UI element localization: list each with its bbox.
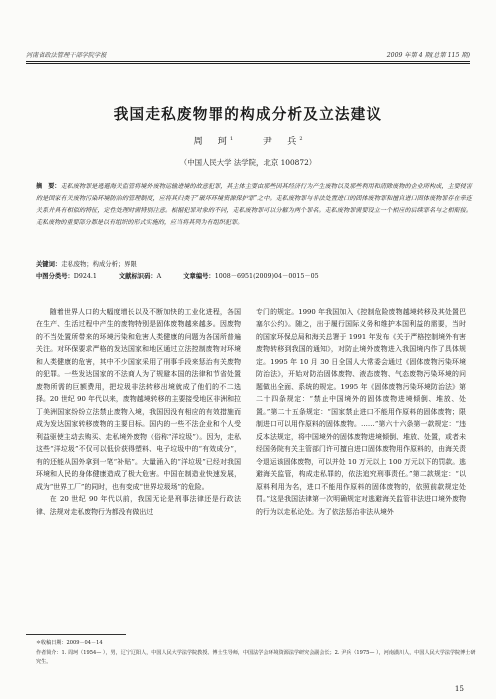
keywords-text: 走私废物；构成分析；界限 bbox=[61, 261, 137, 268]
abstract bbox=[36, 181, 472, 229]
author-bio: 作者简介：1. 周珂（1954— ），男，辽宁辽阳人，中国人民大学法学院教授、博士生导师，中国法学会环境资源法学研究会副会长；2. 尹兵（1975— ），河南潢川人，中国人民大学法学院博士研究生。 bbox=[36, 649, 476, 666]
authors bbox=[26, 133, 470, 147]
abstract-label: 摘 要： bbox=[36, 183, 61, 190]
paragraph: 专门的规定。1990 年我国加入《控制危险废物越境转移及其处置巴塞尔公约》。随之，出于履行国际义务和维护本国利益的需要，当时的国家环保总局和海关总署于 1991 年发布《关于严格控制境外有害废物转移到我国的通知》，对防止境外废物进入我国境内作了具体规定。1995 年 10 月 30 日全国人大常委会通过《固体废物污染环境防治法》，开始对防治固体废物、液态废物、气态废物污染环境的问题做出全面、系统的规定。1995 年《固体废物污染环境防治法》第二十四条规定：“禁止中国境外的固体废物进境倾倒、堆放、处置。”第二十五条规定：“国家禁止进口不能用作原料的固体废物；限制进口可以用作原料的固体废物。……”第六十六条第一款规定：“违反本法规定，将中国境外的固体废物进境倾倒、堆放、处置，或者未经国务院有关主管部门许可擅自进口固体废物用作原料的，由海关责令退运该固体废物，可以并处 10 万元以上 100 万元以下的罚款。逃避海关监管，构成走私罪的，依法追究刑事责任。”第二款规定：“以原料利用为名，进口不能用作原料的固体废物的，依照前款规定处罚。”这是我国法律第一次明确规定对逃避海关监管非法进口境外废物的行为以走私论处。为了依法惩治非法从境外 bbox=[256, 308, 466, 516]
keywords-label: 关键词： bbox=[36, 261, 62, 268]
footnote bbox=[36, 639, 476, 668]
doc-code-label: 文献标识码： bbox=[118, 273, 157, 280]
paragraph: 在 20 世纪 90 年代以前，我国无论是刑事法律还是行政法律、法规对走私废物行为都没有做出过 bbox=[36, 495, 241, 516]
running-header bbox=[26, 50, 470, 60]
article-title: 我国走私废物罪的构成分析及立法建议 bbox=[113, 106, 383, 123]
author-2-mark: 2 bbox=[299, 135, 303, 142]
issue-info: 2009 年第 4 期(总第 115 期) bbox=[386, 52, 470, 59]
journal-name: 河南省政法管理干部学院学报 bbox=[26, 52, 107, 59]
clc-code: D924.1 bbox=[73, 273, 97, 280]
author-2: 尹 兵 bbox=[262, 136, 300, 147]
abstract-text: 走私废物罪是逃避海关监管将境外废物运输进境的故意犯罪，其主体主要由那些因其经济行为产生废物以及那些利用和清除废物的企业所构成，主要侵害的是国家有关废物污染环境防治的管理制度，应将其归类于“破坏环境资源保护罪”之中。走私废物罪与非法处置进口的固体废物罪和擅自进口固体废物罪存在牵连关系并具有相似的特征，定性处理时需特别注意。根据犯罪对象的不同，走私废物罪可以分解为两个罪名。走私废物罪需要设立一个相应的后续罪名与之相衔接。走私废物的重要部分都是以有组织的形式实施的，应当将其列为有组织犯罪。 bbox=[36, 183, 473, 227]
body-column-right bbox=[256, 306, 466, 518]
footnote-rule bbox=[26, 634, 126, 635]
classification-line bbox=[36, 271, 339, 280]
affiliation: （中国人民大学 法学院，北京 100872） bbox=[179, 158, 317, 167]
received-date: 收稿日期：2009－04－14 bbox=[41, 640, 103, 646]
article-id: 1008－6951(2009)04－0015－05 bbox=[214, 273, 319, 280]
paragraph: 随着世界人口的大幅度增长以及不断加快的工业化进程，各国在生产、生活过程中产生的废物特别是固体废物越来越多。因废物的不当处置所带来的环境污染和危害人类健康的问题为各国所普遍关注。对环保要求严格的发达国家和地区通过立法控制废物对环境和人类健康的危害，其中不少国家采用了刑事手段来惩治有关废物的犯罪。一些发达国家的不法商人为了规避本国的法律和节省处置废物所需的巨额费用，把垃圾非法转移出境就成了他们的不二选择。20 世纪 90 年代以来，废物越境转移的主要接受地区非洲和拉丁美洲国家纷纷立法禁止废物入境，我国因没有相应的有效措施而成为发达国家转移废物的主要目标。国内的一些不法企业和个人受利益驱使主动去购买、走私境外废物（俗称“洋垃圾”）。因为，走私这些“洋垃圾”不仅可以低价获得塑料、电子垃圾中的“有效成分”，有的还能从国外拿到一笔“补贴”。大量涌入的“洋垃圾”已经对我国环境和人民的身体健康造成了极大危害。中国在制造业快速发展，成为“世界工厂”的同时，也有变成“世界垃圾场”的危险。 bbox=[36, 308, 241, 491]
clc-label: 中图分类号： bbox=[36, 273, 74, 280]
body-column-left bbox=[36, 306, 241, 518]
doc-code: A bbox=[156, 273, 162, 280]
footnote-star: ＊ bbox=[36, 640, 42, 646]
article-id-label: 文章编号： bbox=[183, 273, 215, 280]
header-rule-thin bbox=[26, 63, 470, 64]
header-rule bbox=[26, 61, 470, 62]
keywords bbox=[36, 259, 137, 268]
author-1: 周 珂 bbox=[193, 136, 230, 147]
author-1-mark: 1 bbox=[230, 135, 234, 142]
page-number: 15 bbox=[454, 684, 464, 693]
